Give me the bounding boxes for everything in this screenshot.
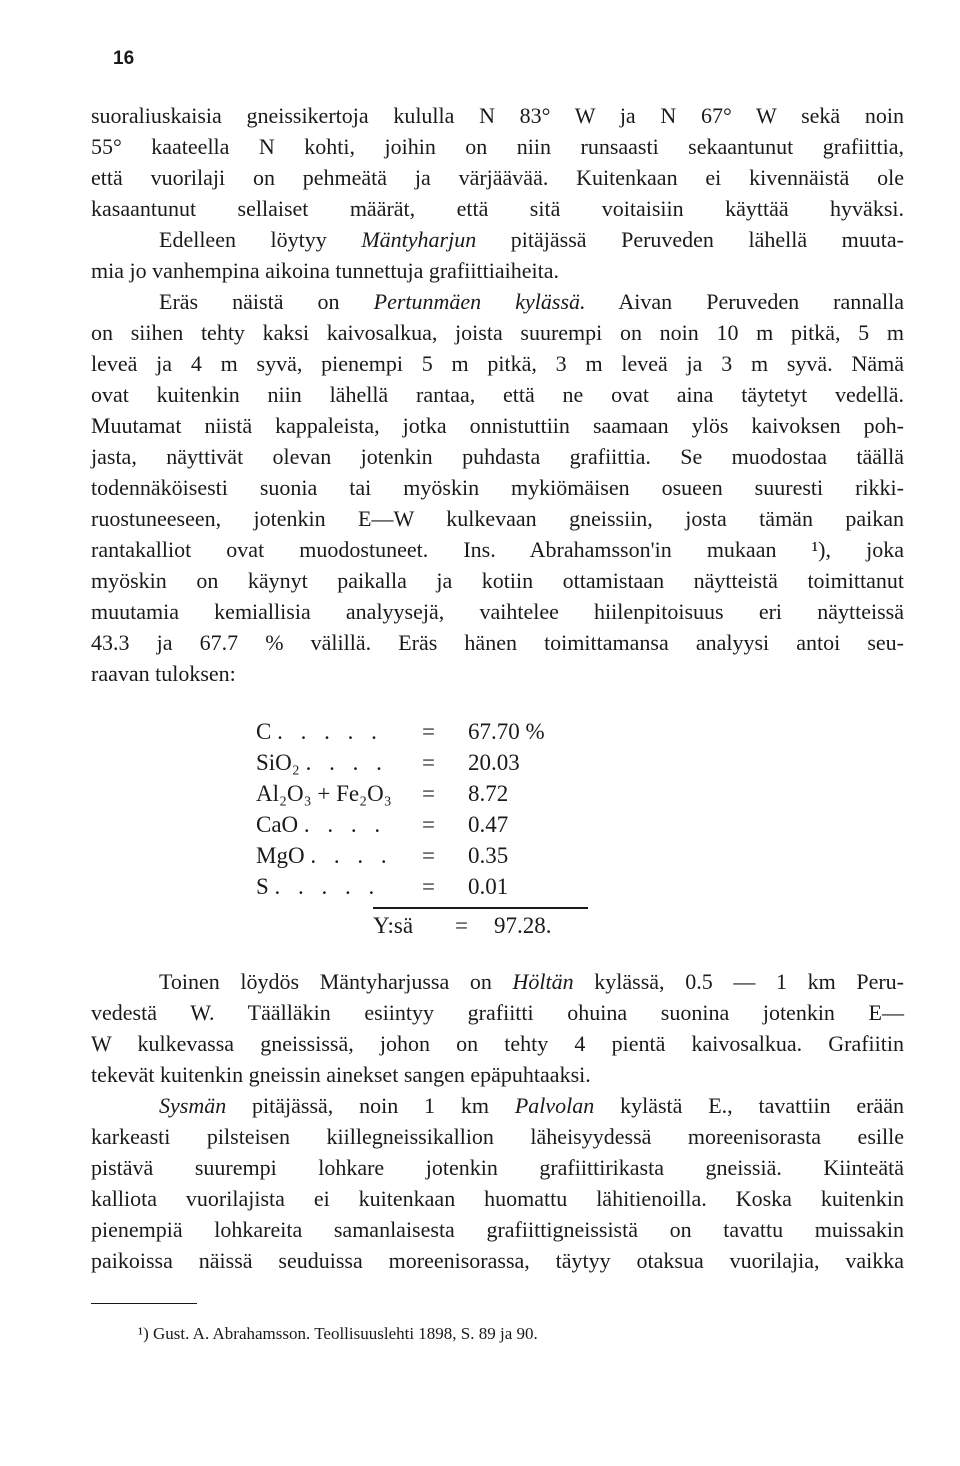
text-line: vedestä W. Täälläkin esiintyy grafiitti ohuina suonina jotenkin E— bbox=[91, 1000, 904, 1025]
text-line: W kulkevassa gneississä, johon on tehty 4 pientä kaivosalkua. Grafiitin bbox=[91, 1031, 904, 1056]
sum-rule bbox=[373, 907, 588, 909]
text-line: on siihen tehty kaksi kaivosalkua, joista suurempi on noin 10 m pitkä, 5 m bbox=[91, 320, 904, 345]
analysis-value: 67.70 % bbox=[468, 719, 545, 744]
analysis-value: 8.72 bbox=[468, 781, 509, 806]
body-text-lower bbox=[91, 966, 904, 1276]
analysis-row bbox=[256, 747, 616, 778]
text-segment: kylästä E., tavattiin erään bbox=[620, 1093, 905, 1118]
text-line: tekevät kuitenkin gneissin ainekset sangen epäpuhtaaksi. bbox=[91, 1062, 591, 1087]
text-line: karkeasti pilsteisen kiillegneissikallion läheisyydessä moreenisorasta esille bbox=[91, 1124, 904, 1149]
equals-sign: = bbox=[422, 812, 435, 837]
analysis-component: Al₂O₃ + Fe₂O₃ bbox=[256, 781, 392, 806]
total-label: Y:sä bbox=[373, 913, 414, 938]
place-name: Höltän bbox=[512, 969, 574, 994]
text-line: ruostuneeseen, jotenkin E—W kulkevaan gneissiin, josta tämän paikan bbox=[91, 506, 904, 531]
analysis-row bbox=[256, 809, 616, 840]
text-line: todennäköisesti suonia tai myöskin mykiömäisen osueen suuresti rikki- bbox=[91, 475, 904, 500]
footnote-rule bbox=[91, 1303, 197, 1304]
equals-sign: = bbox=[455, 913, 468, 938]
paragraph-first-line bbox=[91, 224, 904, 255]
text-line: myöskin on käynyt paikalla ja kotiin ottamistaan näytteistä toimittanut bbox=[91, 568, 904, 593]
text-line: mia jo vanhempina aikoina tunnettuja grafiittiaiheita. bbox=[91, 258, 559, 283]
equals-sign: = bbox=[422, 781, 435, 806]
text-line: kalliota vuorilajista ei kuitenkaan huomattu lähitienoilla. Koska kuitenkin bbox=[91, 1186, 904, 1211]
paragraph-first-line bbox=[91, 1090, 904, 1121]
text-segment: Eräs näistä on bbox=[159, 289, 374, 314]
analysis-component: C . . . . . bbox=[256, 719, 383, 744]
text-line: kasaantunut sellaiset määrät, että sitä voitaisiin käyttää hyväksi. bbox=[91, 196, 904, 221]
analysis-total-row bbox=[373, 910, 552, 941]
text-segment: kylässä, 0.5 — 1 km Peru- bbox=[594, 969, 905, 994]
equals-sign: = bbox=[422, 750, 435, 775]
analysis-row bbox=[256, 871, 616, 902]
paragraph-first-line bbox=[91, 286, 904, 317]
text-line: raavan tuloksen: bbox=[91, 661, 236, 686]
total-value: 97.28. bbox=[494, 913, 552, 938]
place-name: Mäntyharjun bbox=[361, 227, 477, 252]
analysis-table bbox=[256, 716, 616, 902]
page-number: 16 bbox=[113, 48, 135, 69]
text-segment: Aivan Peruveden rannalla bbox=[618, 289, 905, 314]
equals-sign: = bbox=[422, 874, 435, 899]
paragraph-first-line bbox=[91, 966, 904, 997]
text-line: paikoissa näissä seuduissa moreenisorassa, täytyy otaksua vuorilajia, vaikka bbox=[91, 1248, 904, 1273]
place-name: Pertunmäen kylässä. bbox=[373, 289, 586, 314]
text-segment: pitäjässä Peruveden lähellä muuta- bbox=[510, 227, 905, 252]
text-line: suoraliuskaisia gneissikertoja kululla N 83° W ja N 67° W sekä noin bbox=[91, 103, 904, 128]
analysis-value: 20.03 bbox=[468, 750, 520, 775]
analysis-row bbox=[256, 778, 616, 809]
analysis-value: 0.47 bbox=[468, 812, 509, 837]
text-line: 43.3 ja 67.7 % välillä. Eräs hänen toimittamansa analyysi antoi seu- bbox=[91, 630, 904, 655]
analysis-row bbox=[256, 716, 616, 747]
footnote: ¹) Gust. A. Abrahamsson. Teollisuuslehti 1898, S. 89 ja 90. bbox=[138, 1324, 538, 1343]
analysis-component: MgO . . . . bbox=[256, 843, 393, 868]
analysis-value: 0.01 bbox=[468, 874, 509, 899]
text-line: rantakalliot ovat muodostuneet. Ins. Abrahamsson'in mukaan ¹), joka bbox=[91, 537, 904, 562]
text-line: 55° kaateella N kohti, joihin on niin runsaasti sekaantunut grafiittia, bbox=[91, 134, 904, 159]
place-name: Palvolan bbox=[514, 1093, 595, 1118]
body-text-upper bbox=[91, 100, 904, 689]
place-name: Sysmän bbox=[159, 1093, 227, 1118]
analysis-component: S . . . . . bbox=[256, 874, 381, 899]
text-line: pistävä suurempi lohkare jotenkin grafiittirikasta gneissiä. Kiinteätä bbox=[91, 1155, 904, 1180]
text-line: Muutamat niistä kappaleista, jotka onnistuttiin saamaan ylös kaivoksen poh- bbox=[91, 413, 904, 438]
equals-sign: = bbox=[422, 719, 435, 744]
text-line: ovat kuitenkin niin lähellä rantaa, että ne ovat aina täytetyt vedellä. bbox=[91, 382, 904, 407]
equals-sign: = bbox=[422, 843, 435, 868]
text-line: että vuorilaji on pehmeätä ja värjäävää. Kuitenkaan ei kivennäistä ole bbox=[91, 165, 904, 190]
analysis-component: CaO . . . . bbox=[256, 812, 387, 837]
text-line: pienempiä lohkareita samanlaisesta grafiittigneissistä on tavattu muissakin bbox=[91, 1217, 904, 1242]
text-line: jasta, näyttivät olevan jotenkin puhdasta grafiittia. Se muodostaa täällä bbox=[91, 444, 904, 469]
text-line: muutamia kemiallisia analyysejä, vaihtelee hiilenpitoisuus eri näytteissä bbox=[91, 599, 904, 624]
text-line: leveä ja 4 m syvä, pienempi 5 m pitkä, 3 m leveä ja 3 m syvä. Nämä bbox=[91, 351, 904, 376]
analysis-row bbox=[256, 840, 616, 871]
analysis-component: SiO₂ . . . . bbox=[256, 750, 388, 775]
text-segment: Edelleen löytyy bbox=[159, 227, 362, 252]
text-segment: Toinen löydös Mäntyharjussa on bbox=[159, 969, 513, 994]
text-segment: pitäjässä, noin 1 km bbox=[252, 1093, 515, 1118]
analysis-value: 0.35 bbox=[468, 843, 509, 868]
